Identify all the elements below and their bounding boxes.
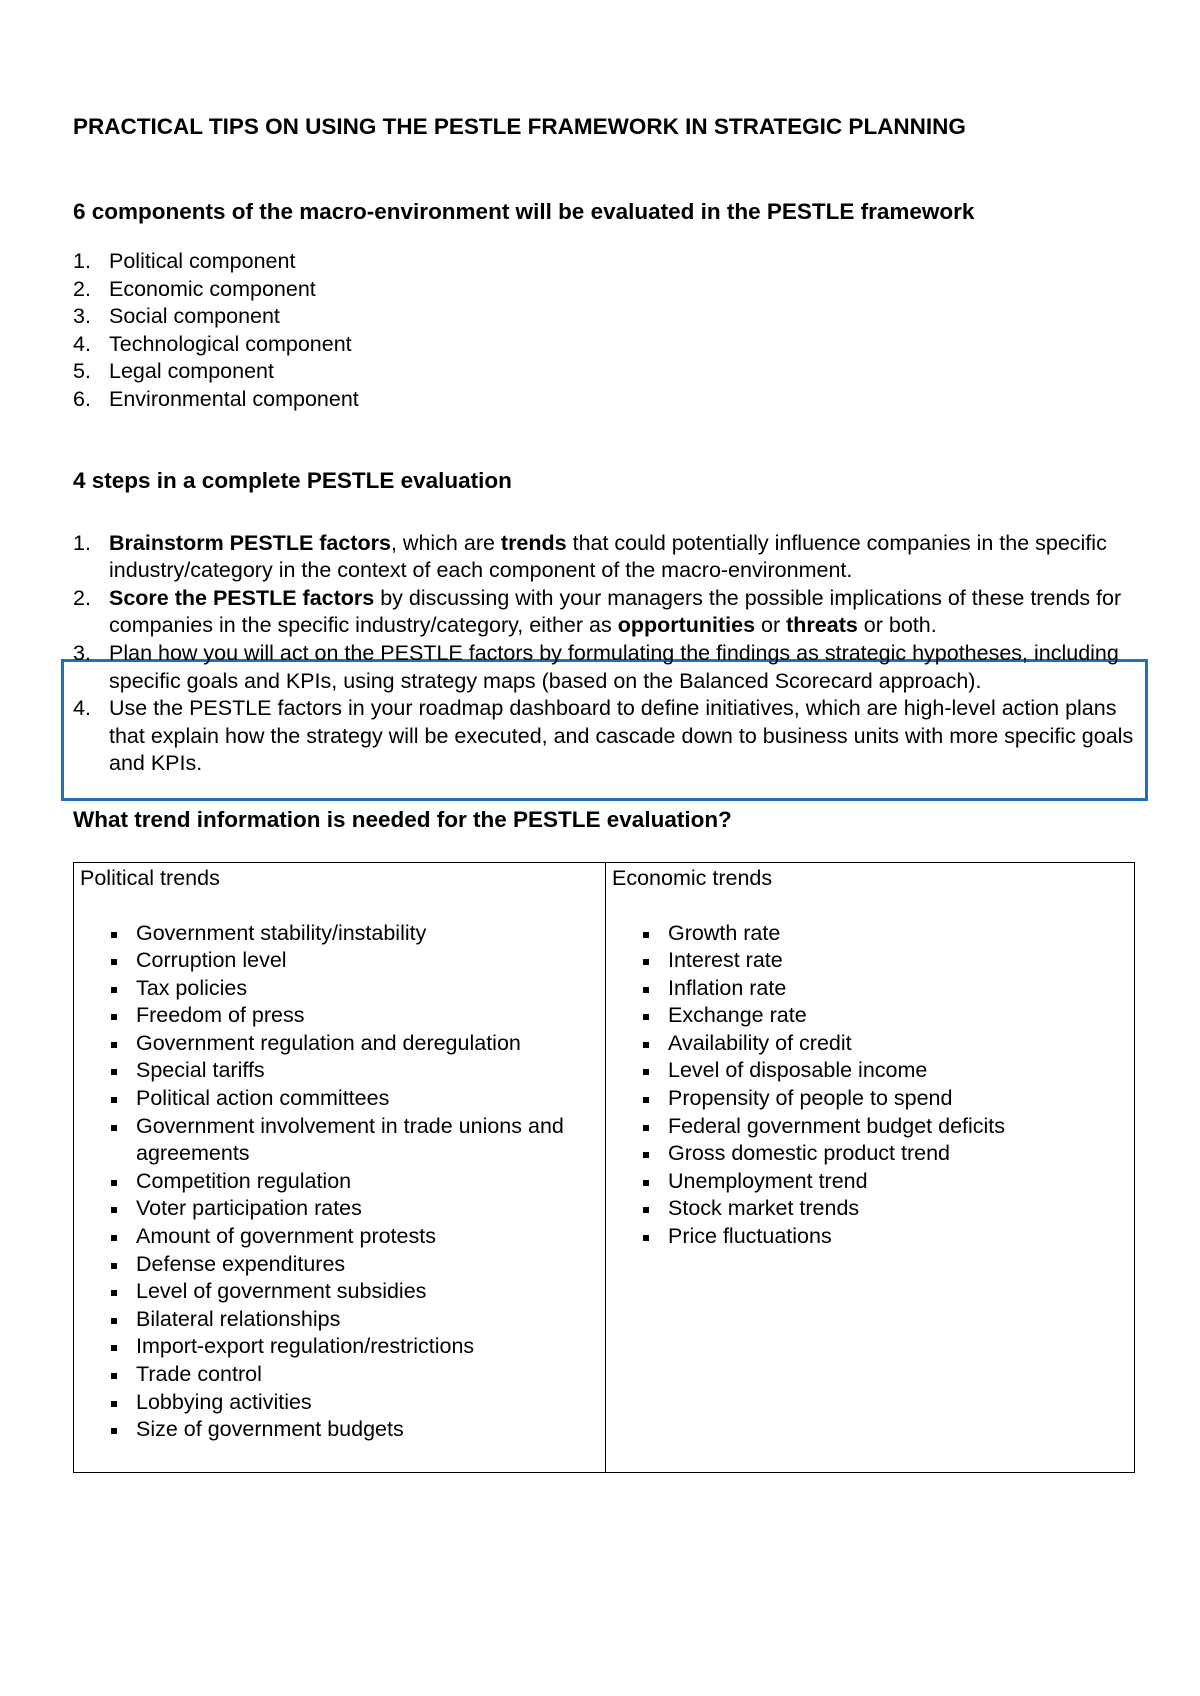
list-item: Government regulation and deregulation [108,1030,599,1058]
step-item-1: 1. Brainstorm PESTLE factors, which are trends that could potentially influence companies in the specific industry/category in the context of each component of the macro-environment. [73,530,1107,583]
list-item: 2. Economic component [73,276,316,301]
list-item: 3. Social component [73,304,280,329]
list-item: Government involvement in trade unions and agreements [108,1113,599,1168]
list-item: Size of government budgets [108,1416,599,1444]
list-item: Inflation rate [640,975,1128,1003]
list-item: Lobbying activities [108,1389,599,1417]
list-item: Federal government budget deficits [640,1113,1128,1141]
document-page [73,112,1137,1473]
list-item: 1. Political component [73,249,296,273]
trend-heading: What trend information is needed for the PESTLE evaluation? [73,806,732,832]
list-item: Voter participation rates [108,1195,599,1223]
step-item-2: 2. Score the PESTLE factors by discussing with your managers the possible implications of these trends for companies in the specific industry/category, either as opportunities or threats or both. [73,585,1122,638]
economic-trends-list [612,920,1128,1251]
list-item: Level of disposable income [640,1057,1128,1085]
trends-table [73,862,1135,1473]
list-item: Defense expenditures [108,1251,599,1279]
document-title: PRACTICAL TIPS ON USING THE PESTLE FRAMEWORK IN STRATEGIC PLANNING [73,114,966,139]
list-item: Stock market trends [640,1195,1128,1223]
list-item: Amount of government protests [108,1223,599,1251]
steps-list [73,530,1137,778]
components-list [73,248,1137,414]
list-item: Availability of credit [640,1030,1128,1058]
list-item: Propensity of people to spend [640,1085,1128,1113]
list-item: Bilateral relationships [108,1306,599,1334]
economic-trends-title: Economic trends [612,865,773,890]
list-item: Gross domestic product trend [640,1140,1128,1168]
political-trends-list [80,920,599,1444]
list-item: 4. Technological component [73,331,352,356]
list-item: Unemployment trend [640,1168,1128,1196]
list-item: 5. Legal component [73,359,274,384]
list-item: Special tariffs [108,1057,599,1085]
list-item: Freedom of press [108,1002,599,1030]
list-item: Corruption level [108,947,599,975]
list-item: Trade control [108,1361,599,1389]
list-item: Competition regulation [108,1168,599,1196]
economic-trends-cell [606,862,1135,1472]
list-item: Interest rate [640,947,1128,975]
step-item-3: 3. Plan how you will act on the PESTLE factors by formulating the findings as strategic hypotheses, including specific goals and KPIs, using strategy maps (based on the Balanced Scorecard approach). [73,640,1119,693]
list-item: Exchange rate [640,1002,1128,1030]
components-heading: 6 components of the macro-environment will be evaluated in the PESTLE framework [73,199,975,224]
political-trends-title: Political trends [80,865,220,890]
list-item: Growth rate [640,920,1128,948]
steps-heading: 4 steps in a complete PESTLE evaluation [73,467,512,493]
list-item: Import-export regulation/restrictions [108,1333,599,1361]
list-item: 6. Environmental component [73,386,359,411]
list-item: Price fluctuations [640,1223,1128,1251]
list-item: Tax policies [108,975,599,1003]
political-trends-cell [74,862,606,1472]
list-item: Government stability/instability [108,920,599,948]
list-item: Level of government subsidies [108,1278,599,1306]
step-item-4: 4. Use the PESTLE factors in your roadmap dashboard to define initiatives, which are high-level action plans that explain how the strategy will be executed, and cascade down to business units with more specific goals and KPIs. [73,696,1134,776]
list-item: Political action committees [108,1085,599,1113]
